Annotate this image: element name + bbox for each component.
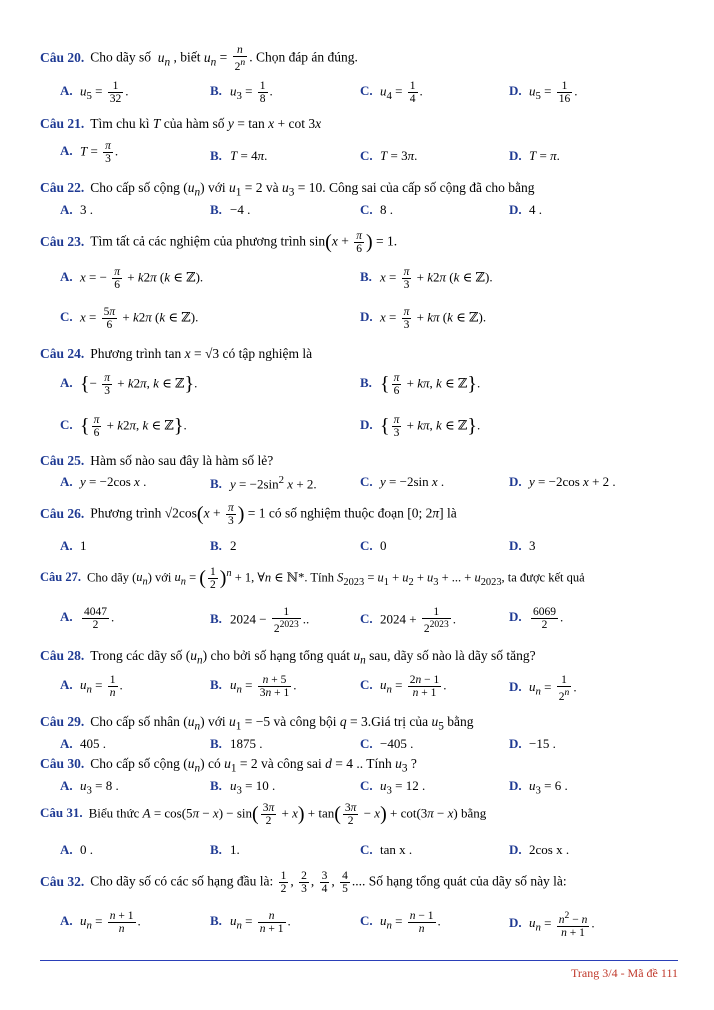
option-d[interactable]: D. y = −2cos x + 2 . — [509, 474, 616, 489]
option-c[interactable]: C. tan x . — [360, 842, 413, 857]
option-b[interactable]: B. $u_n$ = $\frac{n}{n + 1}$ . — [210, 910, 291, 935]
option-d[interactable]: D. $u_5$ = $\frac{1}{16}$ . — [509, 80, 578, 105]
question-20: Câu 20. Cho dãy số $u_n$ , biết $u_n$ = $\frac{n}{2^n}$ . Chọn đáp án đúng. — [40, 44, 358, 73]
option-d[interactable]: D. 3 — [509, 538, 536, 553]
question-29: Câu 29. Cho cấp số nhân $(u_n)$ với $u_1 = -5$ và công bội q = 3.Giá trị của $u_5$ bằng — [40, 714, 474, 733]
option-a[interactable]: A. T = $\frac{\pi}{3}$ . — [60, 140, 119, 165]
option-a[interactable]: A. 405 . — [60, 736, 106, 751]
option-a[interactable]: A. 3 . — [60, 202, 93, 217]
question-23: Câu 23. Tìm tất cả các nghiệm của phương trình sin(x + $\frac{\pi}{6}$ ) = 1. — [40, 230, 398, 255]
option-d[interactable]: D. $u_3 = 6$ . — [509, 778, 568, 797]
option-b[interactable]: B. $u_3 = 10$ . — [210, 778, 276, 797]
option-d[interactable]: D. T = π. — [509, 148, 560, 163]
option-d[interactable]: D. 4 . — [509, 202, 542, 217]
option-a[interactable]: A. $u_n$ = $\frac{n + 1}{n}$ . — [60, 910, 141, 935]
question-24: Câu 24. Phương trình tan x = √3 có tập nghiệm là — [40, 346, 313, 361]
option-a[interactable]: A. 1 — [60, 538, 87, 553]
option-c[interactable]: C. x = $\frac{5\pi}{6}$ + k2π (k ∈ ℤ). — [60, 306, 199, 331]
question-26: Câu 26. Phương trình √2cos(x + $\frac{\pi}{3}$ ) = 1 có số nghiệm thuộc đoạn [0; 2π] là — [40, 502, 457, 527]
option-c[interactable]: C. { $\frac{\pi}{6}$ + k2π, k ∈ ℤ}. — [60, 414, 187, 439]
footer-divider — [40, 960, 678, 961]
option-d[interactable]: D. { $\frac{\pi}{3}$ + kπ, k ∈ ℤ}. — [360, 414, 481, 439]
question-21: Câu 21. Tìm chu kì T của hàm số y = tan x + cot 3x — [40, 116, 322, 131]
option-b[interactable]: B. 2 — [210, 538, 237, 553]
option-a[interactable]: A. $u_5$ = $\frac{1}{32}$ . — [60, 80, 129, 105]
option-c[interactable]: C. T = 3π. — [360, 148, 418, 163]
option-b[interactable]: B. −4 . — [210, 202, 251, 217]
option-b[interactable]: B. T = 4π. — [210, 148, 268, 163]
option-d[interactable]: D. x = $\frac{\pi}{3}$ + kπ (k ∈ ℤ). — [360, 306, 487, 331]
option-a[interactable]: A. x = − $\frac{\pi}{6}$ + k2π (k ∈ ℤ). — [60, 266, 204, 291]
option-b[interactable]: B. 1. — [210, 842, 240, 857]
option-c[interactable]: C. $u_n$ = $\frac{n - 1}{n}$ . — [360, 910, 441, 935]
option-d[interactable]: D. −15 . — [509, 736, 556, 751]
option-b[interactable]: B. 2024 − $\frac{1}{2^{2023}}$ .. — [210, 606, 310, 635]
option-a[interactable]: A. $\frac{4047}{2}$ . — [60, 606, 115, 631]
option-c[interactable]: C. y = −2sin x . — [360, 474, 445, 489]
option-a[interactable]: A. $u_3 = 8$ . — [60, 778, 119, 797]
question-28: Câu 28. Trong các dãy số $(u_n)$ cho bởi số hạng tổng quát $u_n$ sau, dãy số nào là dãy số tăng? — [40, 648, 536, 667]
option-b[interactable]: B. $u_3$ = $\frac{1}{8}$ . — [210, 80, 273, 105]
option-a[interactable]: A. {− $\frac{\pi}{3}$ + k2π, k ∈ ℤ}. — [60, 372, 198, 397]
option-c[interactable]: C. −405 . — [360, 736, 414, 751]
option-d[interactable]: D. 2cos x . — [509, 842, 570, 857]
option-d[interactable]: D. $u_n$ = $\frac{1}{2^n}$ . — [509, 674, 577, 703]
option-b[interactable]: B. { $\frac{\pi}{6}$ + kπ, k ∈ ℤ}. — [360, 372, 481, 397]
option-a[interactable]: A. $u_n$ = $\frac{1}{n}$ . — [60, 674, 123, 699]
question-label: Câu 20. — [40, 49, 85, 65]
option-c[interactable]: C. $u_4$ = $\frac{1}{4}$ . — [360, 80, 423, 105]
option-c[interactable]: C. $u_n$ = $\frac{2n - 1}{n + 1}$ . — [360, 674, 447, 699]
option-c[interactable]: C. $u_3 = 12$ . — [360, 778, 426, 797]
option-c[interactable]: C. 8 . — [360, 202, 393, 217]
question-27: Câu 27. Cho dãy $(u_n)$ với $u_n$ = ( $\frac{1}{2}$ )$^n$ + 1, ∀n ∈ ℕ*. Tính $S_{2023} = u_1 + u_2 + u_3$ + ... + $u_{2023}$, ta được kết quả — [40, 566, 585, 591]
option-d[interactable]: D. $u_n$ = $\frac{n^2 - n}{n + 1}$ . — [509, 910, 595, 939]
question-22: Câu 22. Cho cấp số cộng $(u_n)$ với $u_1 = 2$ và $u_3 = 10$. Công sai của cấp số cộng đã cho bằng — [40, 180, 535, 199]
page-footer: Trang 3/4 - Mã đề 111 — [571, 966, 678, 980]
question-25: Câu 25. Hàm số nào sau đây là hàm số lẻ? — [40, 453, 274, 468]
option-d[interactable]: D. $\frac{6069}{2}$ . — [509, 606, 564, 631]
option-b[interactable]: B. $y = -2\sin^2$ x + 2. — [210, 474, 317, 492]
question-32: Câu 32. Cho dãy số có các số hạng đầu là: $\frac{1}{2}$ , $\frac{2}{3}$ , $\frac{3}{4}$ , $\frac{4}{5}$ .... Số hạng tổng quát của dãy số này là: — [40, 870, 567, 895]
question-30: Câu 30. Cho cấp số cộng $(u_n)$ có $u_1 = 2$ và công sai d = 4 .. Tính $u_3$ ? — [40, 756, 417, 775]
option-b[interactable]: B. 1875 . — [210, 736, 263, 751]
option-a[interactable]: A. 0 . — [60, 842, 93, 857]
option-b[interactable]: B. $u_n$ = $\frac{n + 5}{3n + 1}$ . — [210, 674, 297, 699]
question-31: Câu 31. Biểu thức A = cos(5π − x) − sin( $\frac{3\pi}{2}$ + x) + tan( $\frac{3\pi}{2}$ − x) + cot(3π − x) bằng — [40, 802, 487, 827]
option-b[interactable]: B. x = $\frac{\pi}{3}$ + k2π (k ∈ ℤ). — [360, 266, 493, 291]
option-a[interactable]: A. y = −2cos x . — [60, 474, 147, 489]
option-c[interactable]: C. 0 — [360, 538, 387, 553]
option-c[interactable]: C. 2024 + $\frac{1}{2^{2023}}$ . — [360, 606, 456, 635]
